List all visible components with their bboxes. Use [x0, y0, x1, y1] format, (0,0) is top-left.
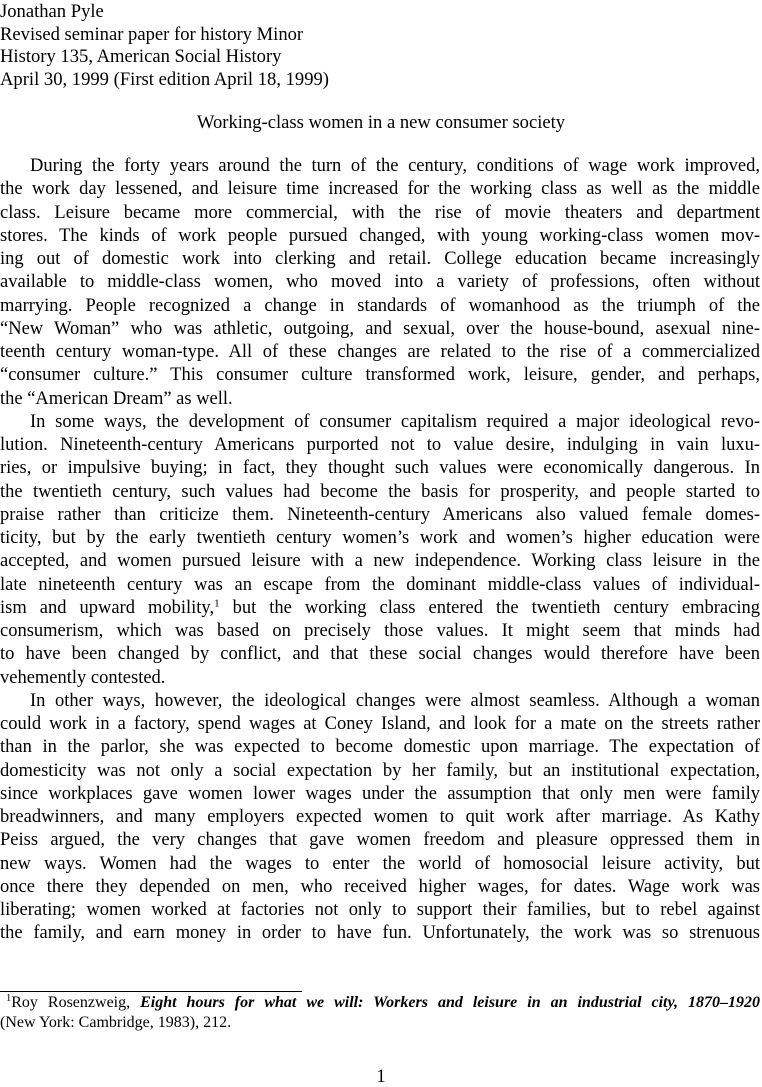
text-line: ticity, but by the early twentieth century women’s work and women’s higher education were [0, 528, 760, 548]
text-line [0, 597, 760, 620]
text-line: once there they depended on men, who received higher wages, for dates. Wage work was [0, 876, 760, 897]
text-line: domesticity was not only a social expectation by her family, but an institutional expectation, [0, 760, 760, 781]
paragraph-3 [0, 690, 760, 946]
text-line: available to middle-class women, who moved into a variety of professions, often without [0, 272, 760, 293]
text-line: than in the parlor, she was expected to become domestic upon marriage. The expectation of [0, 737, 760, 758]
text-line: stores. The kinds of work people pursued changed, with young working-class women mov- [0, 225, 760, 246]
text-line: to have been changed by conflict, and that these social changes would therefore have been [0, 644, 760, 665]
text-line: teenth century woman-type. All of these changes are related to the rise of a commercialized [0, 342, 760, 362]
text-line: accepted, and women pursued leisure with a new independence. Working class leisure in the [0, 551, 760, 572]
text-line: class. Leisure became more commercial, with the rise of movie theaters and department [0, 202, 760, 223]
text-line: Peiss argued, the very changes that gave women freedom and pleasure oppressed them in [0, 830, 760, 851]
text-line: “consumer culture.” This consumer culture transformed work, leisure, gender, and perhaps, [0, 365, 760, 386]
text-line: consumerism, which was based on precisely those values. It might seem that minds had [0, 621, 760, 641]
paper-description: Revised seminar paper for history Minor [0, 23, 304, 45]
text-line: late nineteenth century was an escape from the dominant middle-class values of individual- [0, 574, 760, 595]
text-line: ing out of domestic work into clerking and retail. College education became increasingly [0, 249, 760, 269]
footnote-publication: (New York: Cambridge, 1983), 212. [0, 1014, 232, 1031]
text-line: In some ways, the development of consumer capitalism required a major ideological revo- [30, 411, 760, 432]
text-line: new ways. Women had the wages to enter the world of homosocial leisure activity, but [0, 853, 760, 874]
text-line: the twentieth century, such values had become the basis for prosperity, and people started to [0, 481, 760, 502]
footnote-reference[interactable]: 1 [214, 597, 220, 610]
text-line: In other ways, however, the ideological changes were almost seamless. Although a woman [30, 690, 760, 711]
paper-body [0, 155, 760, 946]
page-number: 1 [376, 1066, 386, 1087]
text-line: the family, and earn money in order to have fun. Unfortunately, the work was so strenuous [0, 923, 760, 944]
text-line: liberating; women worked at factories not only to support their families, but to rebel against [0, 900, 760, 920]
text-segment: but the working class entered the twentieth century embracing [219, 597, 760, 618]
footnote-divider [0, 991, 302, 992]
text-line: ries, or impulsive buying; in fact, they thought such values were economically dangerous. In [0, 458, 760, 479]
text-line: the “American Dream” as well. [0, 388, 233, 409]
footnote-author: Roy Rosenzweig, [11, 994, 141, 1011]
text-line: During the forty years around the turn of the century, conditions of wage work improved, [30, 156, 760, 176]
footnote-work-title: Eight hours for what we will: Workers and leisure in an industrial city, 1870–1920 [140, 994, 760, 1011]
text-line: the work day lessened, and leisure time increased for the working class as well as the middle [0, 179, 760, 200]
paper-title: Working-class women in a new consumer society [196, 112, 566, 133]
text-line: praise rather than criticize them. Nineteenth-century Americans also valued female domes- [0, 504, 760, 525]
text-line: since workplaces gave women lower wages under the assumption that only men were family [0, 783, 760, 804]
text-segment: ism and upward mobility, [0, 597, 215, 618]
author-name: Jonathan Pyle [0, 1, 104, 22]
paragraph-2 [0, 411, 760, 690]
text-line: could work in a factory, spend wages at Coney Island, and look for a mate on the streets rather [0, 714, 760, 734]
paper-header [0, 1, 520, 91]
footnote-number: 1 [6, 993, 12, 1005]
footnote [0, 993, 760, 1033]
paragraph-1 [0, 155, 760, 411]
text-line: breadwinners, and many employers expected women to quit work after marriage. As Kathy [0, 807, 760, 827]
text-line: lution. Nineteenth-century Americans purported not to value desire, indulging in vain luxu- [0, 435, 760, 455]
footnote-line [0, 993, 760, 1013]
course-name: History 135, American Social History [0, 46, 282, 68]
paper-date: April 30, 1999 (First edition April 18, 1999) [0, 68, 329, 90]
text-line: “New Woman” who was athletic, outgoing, and sexual, over the house-bound, asexual nine- [0, 318, 760, 339]
text-line: vehemently contested. [0, 667, 166, 688]
text-line: marrying. People recognized a change in standards of womanhood as the triumph of the [0, 295, 760, 316]
